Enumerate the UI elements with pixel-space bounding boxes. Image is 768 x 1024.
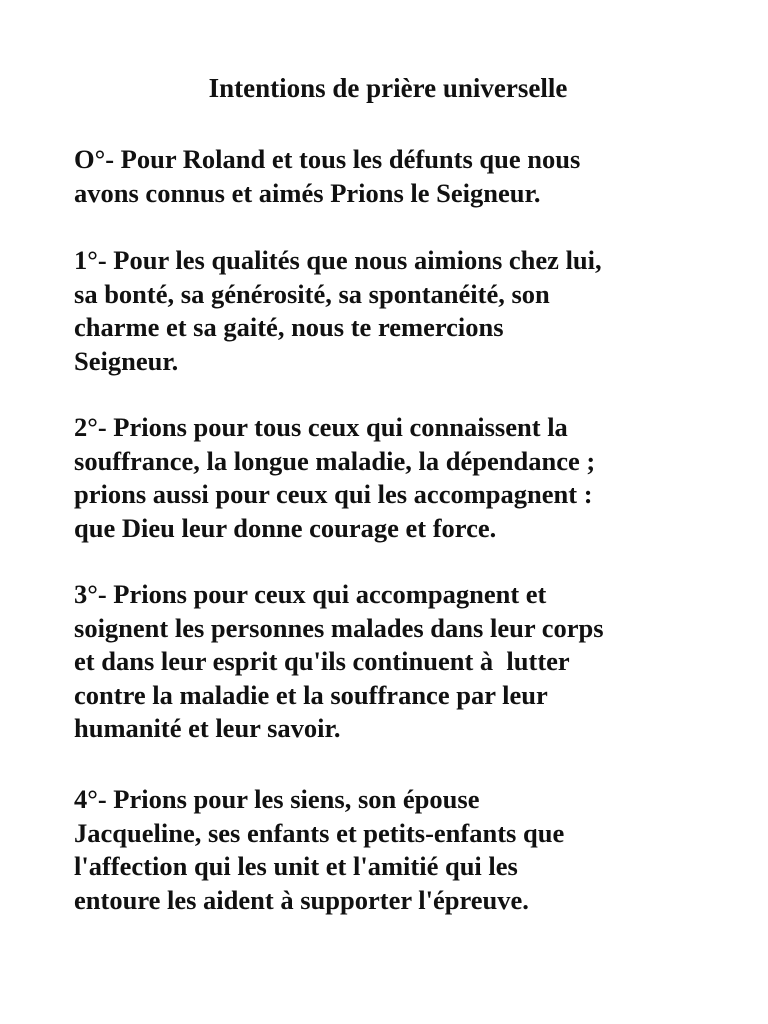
document-title: Intentions de prière universelle — [208, 73, 568, 103]
intention-0: O°- Pour Roland et tous les défunts que nous avons connus et aimés Prions le Seigneur. — [74, 144, 581, 208]
intention-2: 2°- Prions pour tous ceux qui connaissent la souffrance, la longue maladie, la dépendance ; prions aussi pour ceux qui les accompagnent : que Dieu leur donne courage et force. — [74, 412, 596, 543]
intention-3: 3°- Prions pour ceux qui accompagnent et soignent les personnes malades dans leur corps et dans leur esprit qu'ils continuent à lutter contre la maladie et la souffrance par leur humanité et leur savoir. — [74, 579, 604, 743]
intention-4: 4°- Prions pour les siens, son épouse Jacqueline, ses enfants et petits-enfants que l'affection qui les unit et l'amitié qui les entoure les aident à supporter l'épreuve. — [74, 784, 565, 915]
intention-1: 1°- Pour les qualités que nous aimions chez lui, sa bonté, sa générosité, sa spontanéité, son charme et sa gaité, nous te remercions Seigneur. — [74, 245, 602, 376]
